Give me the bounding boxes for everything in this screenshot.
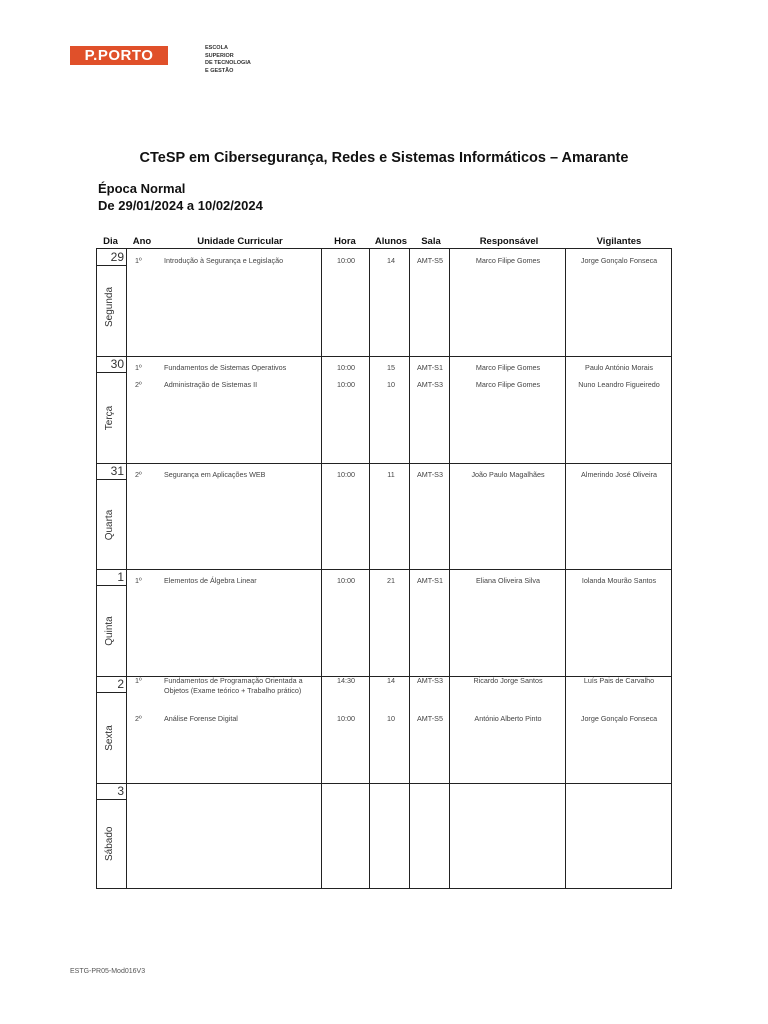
day-name: Quarta: [104, 509, 115, 540]
day-number: 2: [117, 677, 124, 692]
exam-alunos: 15: [387, 362, 395, 372]
exam-vig: Iolanda Mourão Santos: [581, 576, 657, 586]
exam-resp: João Paulo Magalhães: [471, 469, 545, 479]
exam-resp: Marco Filipe Gomes: [475, 256, 541, 265]
exam-ano: 1º: [135, 362, 142, 372]
exam-vig: Nuno Leandro Figueiredo: [578, 379, 660, 389]
exam-hora: 14:30: [337, 676, 355, 686]
day-number: 3: [117, 784, 124, 798]
col-header-vig: Vigilantes: [596, 236, 642, 247]
period-dates: De 29/01/2024 a 10/02/2024: [98, 198, 263, 213]
period-name: Época Normal: [98, 181, 186, 196]
exam-sala: AMT-S1: [417, 362, 443, 372]
exam-uc: Fundamentos de Sistemas Operativos: [164, 362, 287, 372]
exam-resp: António Alberto Pinto: [474, 714, 542, 724]
exam-ano: 1º: [135, 676, 142, 686]
school-line: DE TECNOLOGIA: [205, 60, 251, 66]
exam-alunos: 14: [387, 676, 395, 686]
exam-alunos: 10: [387, 379, 395, 389]
exam-hora: 10:00: [337, 256, 355, 265]
day-name: Segunda: [104, 286, 115, 327]
school-name: [205, 45, 251, 75]
day-name: Terça: [104, 405, 115, 431]
exam-alunos: 14: [387, 256, 395, 265]
exam-vig: Almerindo José Oliveira: [581, 469, 657, 479]
exam-vig: Paulo António Morais: [585, 362, 653, 372]
exam-uc: Introdução à Segurança e Legislação: [164, 256, 284, 265]
school-line: E GESTÃO: [205, 67, 234, 74]
exam-uc: Fundamentos de Programação Orientada a Objetos (Exame teórico + Trabalho prático): [164, 676, 303, 696]
document-code: ESTG-PR05-Mod016V3: [70, 968, 146, 975]
exam-sala: AMT-S5: [417, 256, 443, 265]
day-number: 30: [110, 356, 124, 371]
exam-ano: 1º: [135, 576, 142, 586]
exam-vig: Jorge Gonçalo Fonseca: [580, 256, 658, 265]
col-header-resp: Responsável: [479, 236, 539, 247]
col-header-hora: Hora: [334, 236, 356, 247]
exam-alunos: 10: [387, 714, 395, 724]
col-header-ano: Ano: [132, 236, 152, 247]
exam-ano: 2º: [135, 714, 142, 724]
day-name: Sábado: [104, 826, 115, 861]
exam-hora: 10:00: [337, 714, 355, 724]
exam-sala: AMT-S3: [417, 469, 443, 479]
exam-hora: 10:00: [337, 362, 355, 372]
day-name: Sexta: [104, 725, 115, 751]
exam-uc: Elementos de Álgebra Linear: [164, 576, 257, 586]
col-header-sala: Sala: [421, 236, 441, 247]
exam-uc: Administração de Sistemas II: [164, 379, 258, 389]
school-line: SUPERIOR: [205, 52, 234, 59]
day-number: 1: [117, 570, 124, 585]
exam-vig: Luís Pais de Carvalho: [583, 676, 655, 686]
exam-uc: Segurança em Aplicações WEB: [164, 469, 266, 479]
pporto-logo: P.PORTO: [70, 46, 168, 65]
exam-ano: 2º: [135, 379, 142, 389]
exam-ano: 1º: [135, 256, 142, 265]
exam-hora: 10:00: [337, 576, 355, 586]
exam-ano: 2º: [135, 469, 142, 479]
exam-vig: Jorge Gonçalo Fonseca: [580, 714, 658, 724]
exam-sala: AMT-S1: [417, 576, 443, 586]
period-info: [98, 180, 263, 214]
exam-hora: 10:00: [337, 379, 355, 389]
exam-resp: Ricardo Jorge Santos: [473, 676, 543, 686]
document-title: CTeSP em Cibersegurança, Redes e Sistemas Informáticos – Amarante: [139, 150, 629, 166]
col-header-uc: Unidade Curricular: [197, 236, 283, 247]
exam-sala: AMT-S3: [417, 379, 443, 389]
day-number: 31: [110, 463, 124, 478]
exam-resp: Eliana Oliveira Silva: [476, 576, 540, 586]
exam-resp: Marco Filipe Gomes: [475, 362, 541, 372]
exam-alunos: 21: [387, 576, 395, 586]
school-line: ESCOLA: [205, 45, 228, 51]
day-number: 29: [110, 250, 124, 264]
day-name: Quinta: [104, 616, 115, 647]
exam-resp: Marco Filipe Gomes: [475, 379, 541, 389]
col-header-alunos: Alunos: [374, 236, 408, 247]
exam-alunos: 11: [387, 469, 395, 479]
col-header-dia: Dia: [103, 236, 118, 247]
exam-sala: AMT-S3: [417, 676, 443, 686]
exam-schedule-table: [96, 248, 672, 889]
exam-uc: Análise Forense Digital: [164, 714, 238, 724]
exam-sala: AMT-S5: [417, 714, 443, 724]
exam-hora: 10:00: [337, 469, 355, 479]
